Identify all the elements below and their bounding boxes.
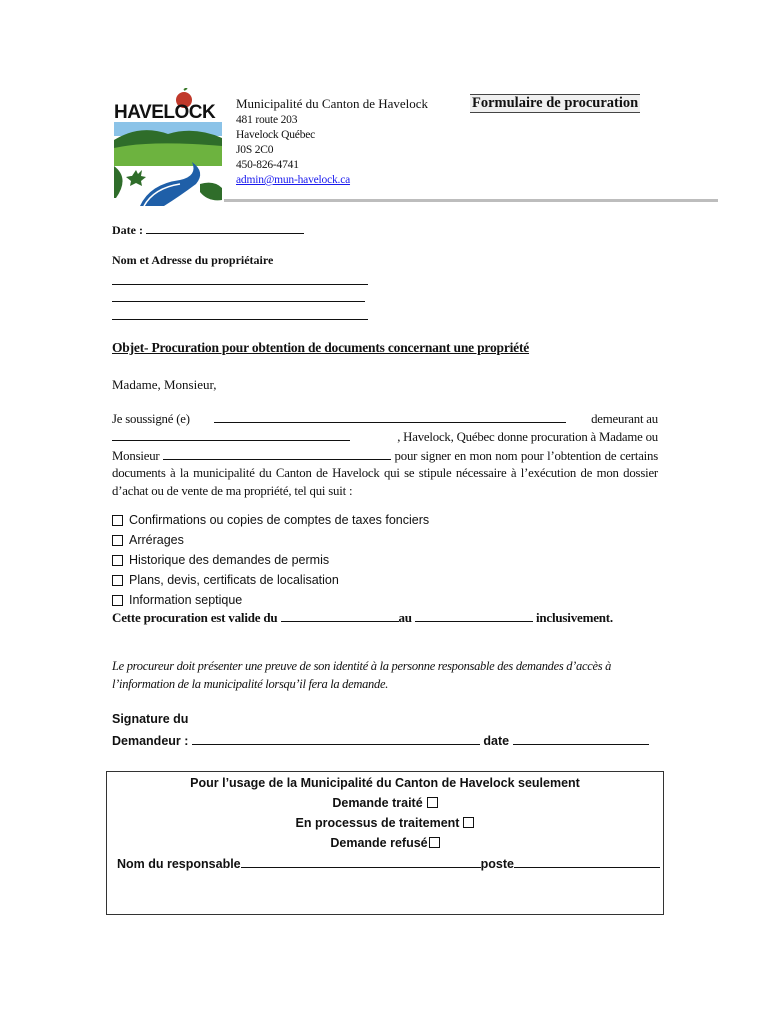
checkbox[interactable] [112, 535, 123, 546]
office-use-title: Pour l’usage de la Municipalité du Canton de Havelock seulement [190, 776, 580, 790]
responsible-blank[interactable] [241, 856, 481, 868]
office-use-box [106, 771, 664, 915]
body-text-monsieur: Monsieur [112, 448, 160, 463]
signature-row [112, 733, 649, 748]
header-divider [224, 199, 718, 202]
address-city: Havelock Québec [236, 129, 316, 141]
document-checklist [112, 510, 429, 610]
status-processing-row [107, 816, 663, 830]
date-label: Date : [112, 223, 143, 237]
signature-date-blank[interactable] [513, 733, 649, 745]
checkbox[interactable] [112, 595, 123, 606]
date-blank[interactable] [146, 222, 304, 234]
owner-blank-1[interactable] [112, 284, 368, 285]
owner-blank-2[interactable] [112, 301, 365, 302]
checkbox[interactable] [112, 515, 123, 526]
address-postal-code: J0S 2C0 [236, 144, 274, 156]
checkbox[interactable] [112, 555, 123, 566]
status-refused-label: Demande refusé [330, 836, 428, 850]
body-text-undersigned: Je soussigné (e) [112, 412, 190, 426]
status-treated-checkbox[interactable] [427, 797, 438, 808]
proxy-name-blank[interactable] [163, 447, 391, 460]
status-processing-label: En processus de traitement [295, 816, 460, 830]
checklist-item[interactable]: Plans, devis, certificats de localisation [112, 570, 429, 590]
responsible-label: Nom du responsable [117, 857, 241, 871]
address-street: 481 route 203 [236, 114, 298, 126]
form-title: Formulaire de procuration [472, 95, 639, 111]
validity-end-blank[interactable] [415, 610, 533, 622]
owner-label: Nom et Adresse du propriétaire [112, 253, 274, 267]
responsible-row [117, 856, 660, 871]
identity-note: Le procureur doit présenter une preuve de son identité à la personne responsable des demandes d’accès à l’information de la municipalité lorsqu’il fera la demande. [112, 659, 612, 691]
post-blank[interactable] [514, 856, 660, 868]
validity-start-blank[interactable] [281, 610, 399, 622]
validity-row [112, 610, 613, 626]
signature-label: Signature du [112, 712, 189, 726]
checklist-item[interactable]: Confirmations ou copies de comptes de taxes fonciers [112, 510, 429, 530]
subject-heading: Objet- Procuration pour obtention de documents concernant une propriété [112, 340, 530, 355]
date-field-row [112, 222, 304, 238]
status-refused-checkbox[interactable] [429, 837, 440, 848]
checklist-item[interactable]: Historique des demandes de permis [112, 550, 429, 570]
body-paragraph [112, 410, 658, 500]
status-treated-label: Demande traité [332, 796, 423, 810]
undersigned-name-blank[interactable] [214, 410, 566, 423]
signature-blank[interactable] [192, 733, 480, 745]
owner-blank-3[interactable] [112, 319, 368, 320]
status-processing-checkbox[interactable] [463, 817, 474, 828]
validity-middle: au [398, 610, 412, 625]
checklist-item[interactable]: Arrérages [112, 530, 429, 550]
validity-suffix: inclusivement. [535, 610, 613, 625]
body-text-rest: pour signer en mon nom pour l’obtention de certains documents à la municipalité du Canton de Havelock qui se stipule nécessaire à l’exécution de mon dossier d’achat ou de vente de ma propriété, tel qui suit : [112, 448, 659, 498]
checkbox[interactable] [112, 575, 123, 586]
checklist-item[interactable]: Information septique [112, 590, 429, 610]
demandeur-label: Demandeur : [112, 734, 189, 748]
municipality-logo [110, 88, 226, 208]
signature-date-label: date [483, 734, 510, 748]
email-link[interactable]: admin@mun-havelock.ca [236, 174, 351, 186]
greeting: Madame, Monsieur, [112, 377, 217, 392]
address-blank[interactable] [112, 428, 350, 441]
body-text-proxy: , Havelock, Québec donne procuration à Madame ou [397, 430, 658, 445]
status-refused-row [107, 836, 663, 850]
address-phone: 450-826-4741 [236, 159, 299, 171]
body-text-residing: demeurant au [591, 412, 658, 426]
post-label: poste [480, 857, 514, 871]
status-treated-row [107, 796, 663, 810]
logo-text: HAVELOCK [114, 102, 216, 123]
municipality-name: Municipalité du Canton de Havelock [236, 96, 429, 111]
validity-prefix: Cette procuration est valide du [112, 610, 278, 625]
